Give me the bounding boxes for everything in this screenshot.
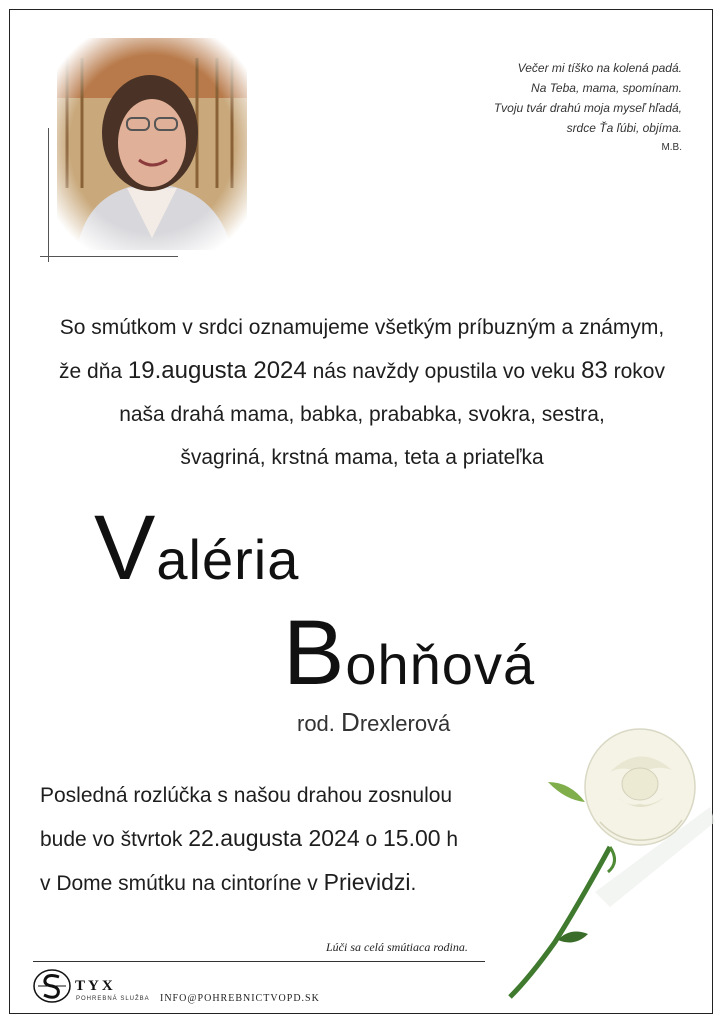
poem-author: M.B.	[661, 142, 682, 153]
announcement-line-1: So smútkom v srdci oznamujeme všetkým príbuzným a známym,	[59, 316, 665, 339]
poem-line: Večer mi tíško na kolená padá.	[517, 61, 682, 75]
maiden-initial: D	[341, 707, 360, 737]
poem-line: Na Teba, mama, spomínam.	[531, 81, 682, 95]
text: h	[440, 828, 459, 851]
death-date: 19.augusta 2024	[127, 357, 307, 384]
text: o	[359, 828, 383, 851]
poem-line: srdce Ťa ľúbi, objíma.	[566, 121, 682, 135]
funeral-date: 22.augusta 2024	[188, 825, 360, 851]
funeral-line-1: Posledná rozlúčka s našou drahou zosnulou	[40, 784, 453, 807]
funeral-time: 15.00	[383, 825, 441, 851]
last-name-initial: B	[283, 602, 346, 704]
last-name	[283, 602, 536, 704]
first-name-initial: V	[94, 497, 157, 599]
text: v Dome smútku na cintoríne v	[40, 872, 324, 895]
text: že dňa	[59, 360, 128, 383]
first-name	[94, 497, 300, 599]
announcement-line-4: švagriná, krstná mama, teta a priateľka	[180, 446, 544, 469]
mourning-signature: Lúči sa celá smútiaca rodina.	[326, 940, 468, 954]
funeral-line-3	[40, 861, 458, 905]
funeral-place: Prievidzi	[323, 869, 411, 895]
white-rose-icon	[500, 712, 720, 1012]
last-name-rest: ohňová	[345, 633, 536, 696]
photo-corner-horizontal-line	[40, 256, 178, 257]
text: .	[410, 872, 417, 895]
maiden-rest: rexlerová	[359, 711, 451, 736]
announcement	[20, 306, 704, 479]
poem-line: Tvoju tvár drahú moja myseľ hľadá,	[493, 101, 682, 115]
footer-divider	[33, 961, 485, 962]
funeral-info	[40, 775, 458, 905]
logo-subtitle: POHREBNÁ SLUŽBA	[76, 996, 150, 1002]
tyx-logo-icon	[32, 968, 72, 1004]
maiden-prefix: rod.	[297, 711, 342, 736]
logo-text: TYX	[75, 978, 116, 994]
announcement-line-2	[20, 349, 704, 393]
age: 83	[581, 357, 608, 384]
contact-email[interactable]: INFO@POHREBNICTVOPD.SK	[160, 993, 320, 1004]
photo-corner-vertical-line	[48, 128, 49, 262]
poem	[494, 58, 682, 158]
announcement-line-3: naša drahá mama, babka, prababka, svokra, sestra,	[119, 403, 605, 426]
text: rokov	[607, 360, 665, 383]
portrait-photo	[57, 38, 247, 250]
funeral-line-2	[40, 817, 458, 861]
first-name-rest: aléria	[156, 528, 300, 591]
maiden-name	[297, 707, 450, 738]
text: bude vo štvrtok	[40, 828, 189, 851]
text: nás navždy opustila vo veku	[306, 360, 582, 383]
